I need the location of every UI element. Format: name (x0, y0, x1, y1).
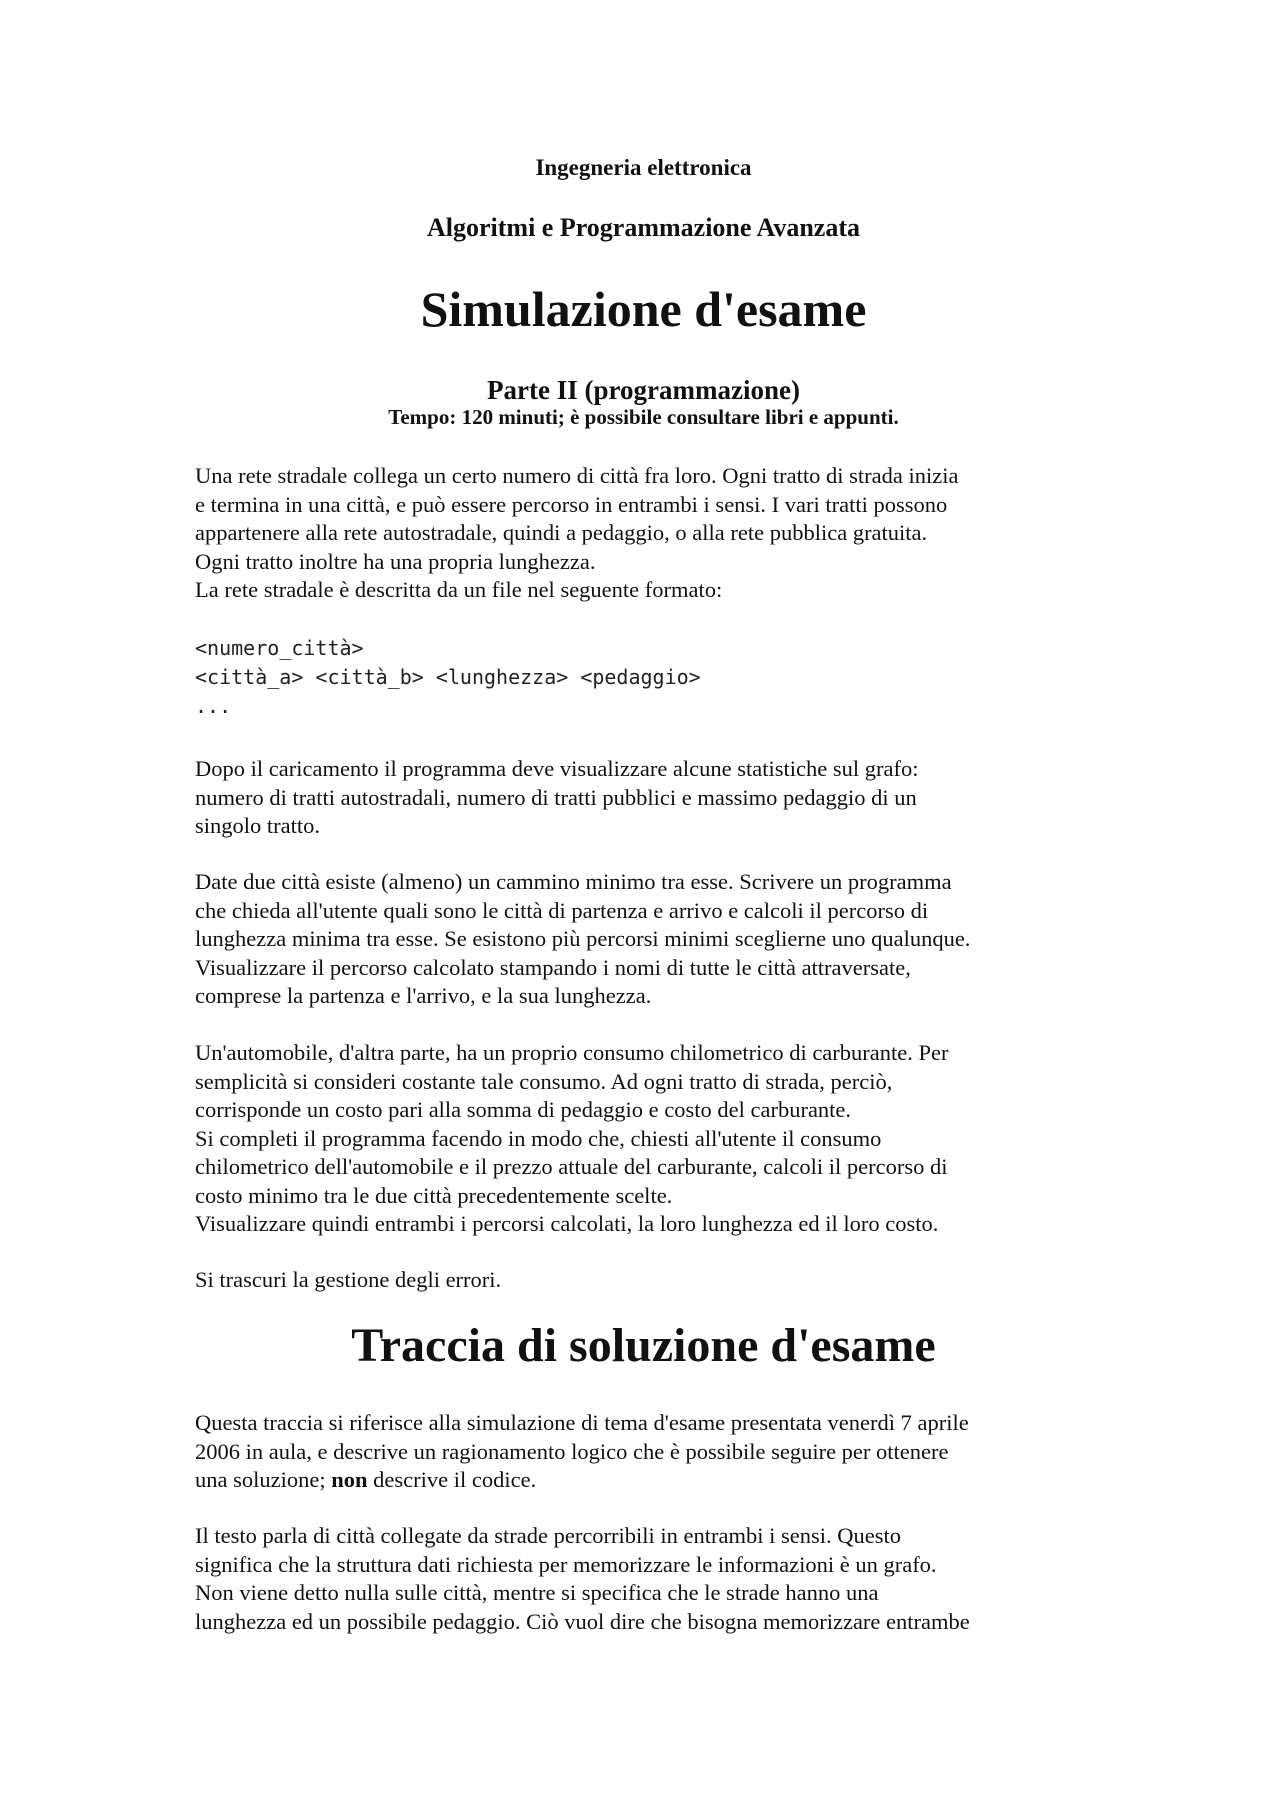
text-line: Visualizzare il percorso calcolato stampando i nomi di tutte le città attraversate, (195, 954, 911, 980)
text-line: Ogni tratto inoltre ha una propria lunghezza. (195, 548, 596, 574)
stats-paragraph (195, 755, 1092, 841)
errors-paragraph (195, 1266, 1092, 1295)
text-line: comprese la partenza e l'arrivo, e la sua lunghezza. (195, 983, 652, 1008)
text-line: semplicità si consideri costante tale consumo. Ad ogni tratto di strada, perciò, (195, 1068, 893, 1094)
text-line: numero di tratti autostradali, numero di tratti pubblici e massimo pedaggio di un (195, 784, 917, 810)
text-line: Questa traccia si riferisce alla simulazione di tema d'esame presentata venerdì 7 aprile (195, 1410, 969, 1435)
text-line: Date due città esiste (almeno) un cammino minimo tra esse. Scrivere un programma (195, 869, 952, 894)
solution-title: Traccia di soluzione d'esame (351, 1319, 936, 1372)
text-line: Un'automobile, d'altra parte, ha un proprio consumo chilometrico di carburante. Per (195, 1040, 949, 1065)
code-line: <numero_città> (195, 636, 364, 660)
text-line (195, 1466, 1092, 1495)
solution-intro-paragraph (195, 1409, 1092, 1495)
path-paragraph (195, 868, 1092, 1011)
cost-paragraph (195, 1039, 1092, 1239)
intro-paragraph (195, 462, 1092, 605)
page-title: Simulazione d'esame (420, 281, 867, 337)
text-span: descrive il codice. (367, 1467, 537, 1492)
emphasis-text: non (331, 1467, 368, 1492)
part-heading: Parte II (programmazione) (487, 375, 800, 405)
text-line: lunghezza ed un possibile pedaggio. Ciò vuol dire che bisogna memorizzare entrambe (195, 1608, 970, 1634)
text-line: appartenere alla rete autostradale, quindi a pedaggio, o alla rete pubblica gratuita. (195, 520, 928, 545)
text-line: significa che la struttura dati richiesta per memorizzare le informazioni è un grafo. (195, 1551, 937, 1577)
text-line: corrisponde un costo pari alla somma di pedaggio e costo del carburante. (195, 1097, 852, 1122)
text-line: lunghezza minima tra esse. Se esistono più percorsi minimi sceglierne uno qualunque. (195, 926, 971, 951)
text-line: 2006 in aula, e descrive un ragionamento logico che è possibile seguire per ottenere (195, 1438, 949, 1464)
code-line: ... (195, 694, 232, 718)
text-line: costo minimo tra le due città precedentemente scelte. (195, 1182, 673, 1208)
text-line: e termina in una città, e può essere percorso in entrambi i sensi. I vari tratti possono (195, 491, 948, 517)
code-line: <città_a> <città_b> <lunghezza> <pedaggio> (195, 665, 701, 689)
text-line: Si trascuri la gestione degli errori. (195, 1267, 502, 1292)
text-line: che chieda all'utente quali sono le città di partenza e arrivo e calcoli il percorso di (195, 897, 929, 923)
file-format-block (195, 634, 1092, 721)
text-line: Il testo parla di città collegate da strade percorribili in entrambi i sensi. Questo (195, 1523, 902, 1548)
course-name: Ingegneria elettronica (535, 155, 752, 180)
text-line: Non viene detto nulla sulle città, mentre si specifica che le strade hanno una (195, 1580, 879, 1605)
text-line: Dopo il caricamento il programma deve visualizzare alcune statistiche sul grafo: (195, 756, 919, 781)
solution-graph-paragraph (195, 1522, 1092, 1636)
text-line: Una rete stradale collega un certo numero di città fra loro. Ogni tratto di strada inizia (195, 463, 959, 488)
subject-name: Algoritmi e Programmazione Avanzata (427, 213, 860, 242)
text-line: Visualizzare quindi entrambi i percorsi calcolati, la loro lunghezza ed il loro costo. (195, 1211, 939, 1236)
text-line: La rete stradale è descritta da un file nel seguente formato: (195, 577, 723, 602)
time-note: Tempo: 120 minuti; è possibile consultare libri e appunti. (388, 405, 899, 429)
text-line: chilometrico dell'automobile e il prezzo attuale del carburante, calcoli il percorso di (195, 1154, 948, 1179)
text-line: singolo tratto. (195, 813, 320, 838)
text-span: una soluzione; (195, 1467, 332, 1492)
text-line: Si completi il programma facendo in modo che, chiesti all'utente il consumo (195, 1125, 882, 1151)
